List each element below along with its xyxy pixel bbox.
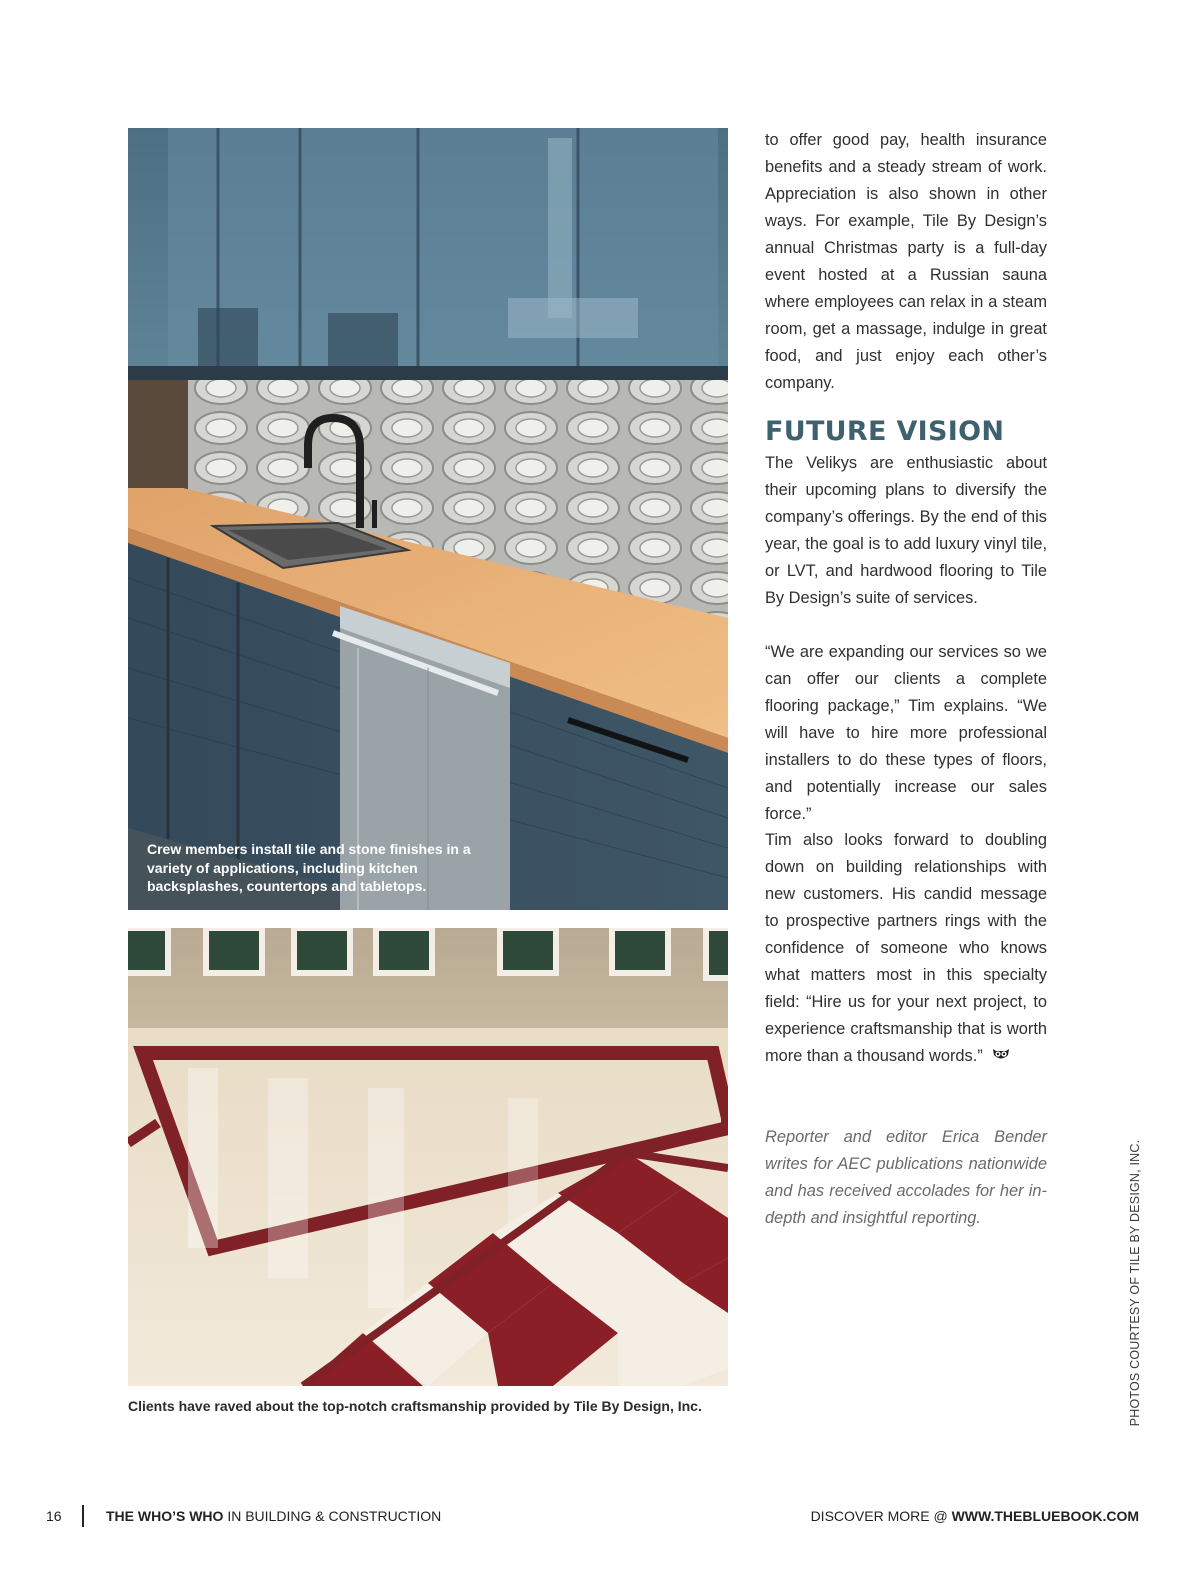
kitchen-illustration [128,128,728,910]
section-heading: FUTURE VISION [765,416,1005,447]
paragraph-3: “We are expanding our services so we can offer our clients a complete flooring package,” Tim explains. “We will have to hire more professional installers to do these types of floors, and potentially increase our sales force.” [765,643,1047,823]
owl-icon [991,1043,1011,1070]
article-column-p4 [765,827,1047,1070]
discover-url-link[interactable]: WWW.THEBLUEBOOK.COM [951,1508,1139,1524]
floor-caption: Clients have raved about the top-notch craftsmanship provided by Tile By Design, Inc. [128,1398,702,1414]
floor-illustration [128,928,728,1386]
paragraph-1: to offer good pay, health insurance benefits and a steady stream of work. Appreciation is also shown in other ways. For example, Tile By Design’s annual Christmas party is a full-day event hosted at a Russian sauna where employees can relax in a steam room, get a massage, indulge in great food, and just enjoy each other’s company. [765,131,1047,392]
paragraph-2: The Velikys are enthusiastic about their upcoming plans to diversify the company’s offerings. By the end of this year, the goal is to add luxury vinyl tile, or LVT, and hardwood flooring to Tile By Design’s suite of services. [765,454,1047,607]
author-bio [765,1124,1047,1232]
author-bio-text: Reporter and editor Erica Bender writes for AEC publications nationwide and has received accolades for her in-depth and insightful reporting. [765,1128,1047,1227]
discover-more [811,1506,1139,1526]
kitchen-photo [128,128,728,910]
publication-name-bold: THE WHO’S WHO [106,1508,224,1524]
floor-photo [128,928,728,1386]
publication-name [106,1506,441,1526]
discover-prefix: DISCOVER MORE @ [810,1508,952,1524]
paragraph-4-text: Tim also looks forward to doubling down on building relationships with new customers. His candid message to prospective partners rings with the confidence of someone who knows what matters most in this specialty field: “Hire us for your next project, to experience craftsmanship that is worth more than a thousand words.” [765,831,1047,1065]
article-column-p3 [765,639,1047,828]
footer-divider [82,1505,84,1527]
article-column-top [765,127,1047,397]
kitchen-caption: Crew members install tile and stone finishes in a variety of applications, including kitchen backsplashes, countertops and tabletops. [147,841,471,894]
photo-credit: PHOTOS COURTESY OF TILE BY DESIGN, INC. [1128,1139,1142,1427]
page-number: 16 [46,1508,62,1524]
article-column-p2 [765,450,1047,612]
paragraph-4 [765,827,1047,1070]
publication-name-rest: IN BUILDING & CONSTRUCTION [223,1508,442,1524]
